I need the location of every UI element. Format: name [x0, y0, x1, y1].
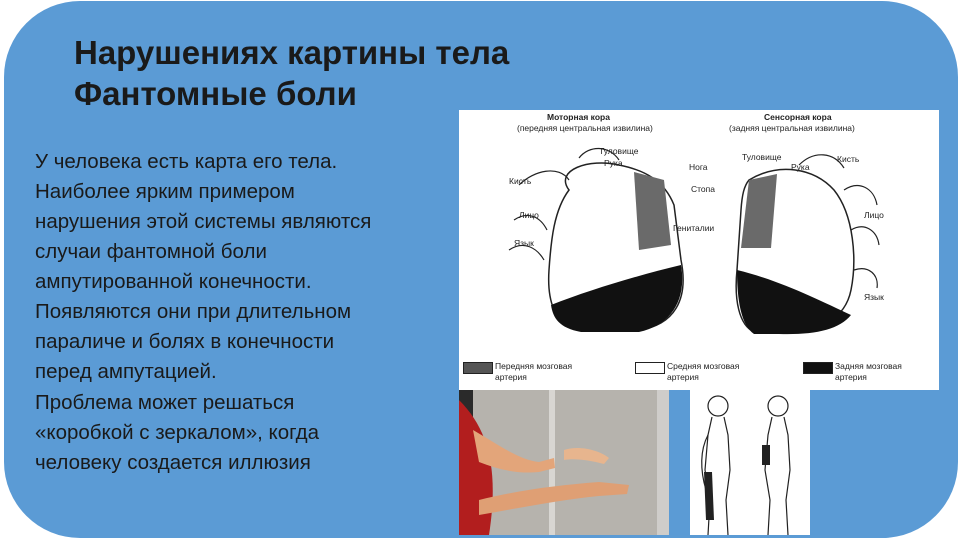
- label-tongue-left: Язык: [514, 238, 534, 248]
- legend-posterior-line1: Задняя мозговая: [835, 361, 902, 371]
- title-line-1: Нарушениях картины тела: [74, 34, 510, 71]
- motor-cortex-subtitle: (передняя центральная извилина): [517, 123, 653, 133]
- label-hand-right: Кисть: [837, 154, 860, 164]
- label-trunk-right: Туловище: [742, 152, 782, 162]
- label-face-right: Лицо: [864, 210, 884, 220]
- label-tongue-right: Язык: [864, 292, 884, 302]
- legend-swatch-middle: [635, 362, 665, 374]
- sensory-cortex-title: Сенсорная кора: [764, 112, 832, 122]
- legend-middle-line1: Средняя мозговая: [667, 361, 740, 371]
- mirror-box-image: [459, 390, 669, 535]
- slide-title: [74, 32, 509, 114]
- legend-middle-line2: артерия: [667, 372, 699, 382]
- human-figures-drawing: [690, 390, 810, 535]
- text-line: перед ампутацией.: [35, 360, 217, 383]
- title-line-2: Фантомные боли: [74, 75, 357, 112]
- paragraph-2: [35, 388, 455, 478]
- sensory-cortex-subtitle: (задняя центральная извилина): [729, 123, 855, 133]
- label-genitals: Гениталии: [673, 223, 715, 233]
- brain-cortex-figure: [459, 110, 939, 390]
- text-line: У человека есть карта его тела.: [35, 150, 338, 173]
- legend-swatch-posterior: [803, 362, 833, 374]
- label-trunk-left: Туловище: [599, 146, 639, 156]
- legend-anterior-line1: Передняя мозговая: [495, 361, 573, 371]
- text-line: человеку создается иллюзия: [35, 451, 311, 474]
- legend-anterior-line2: артерия: [495, 372, 527, 382]
- text-line: «коробкой с зеркалом», когда: [35, 421, 320, 444]
- label-arm-right: Рука: [791, 162, 810, 172]
- label-face-left: Лицо: [519, 210, 539, 220]
- brain-drawing: [459, 110, 939, 390]
- text-line: Появляются они при длительном: [35, 300, 352, 323]
- text-line: Наиболее ярким примером: [35, 180, 295, 203]
- motor-cortex-title: Моторная кора: [547, 112, 610, 122]
- label-leg: Нога: [689, 162, 708, 172]
- legend-posterior-line2: артерия: [835, 372, 867, 382]
- label-foot: Стопа: [691, 184, 715, 194]
- two-figures-image: [690, 390, 810, 535]
- paragraph-1: [35, 147, 455, 387]
- legend-swatch-anterior: [463, 362, 493, 374]
- text-line: нарушения этой системы являются: [35, 210, 372, 233]
- label-arm-left: Рука: [604, 158, 623, 168]
- label-hand-left: Кисть: [509, 176, 532, 186]
- text-line: ампутированной конечности.: [35, 270, 312, 293]
- text-line: Проблема может решаться: [35, 391, 295, 414]
- text-line: случаи фантомной боли: [35, 240, 267, 263]
- mirror-box-photo: [459, 390, 669, 535]
- text-line: параличе и болях в конечности: [35, 330, 335, 353]
